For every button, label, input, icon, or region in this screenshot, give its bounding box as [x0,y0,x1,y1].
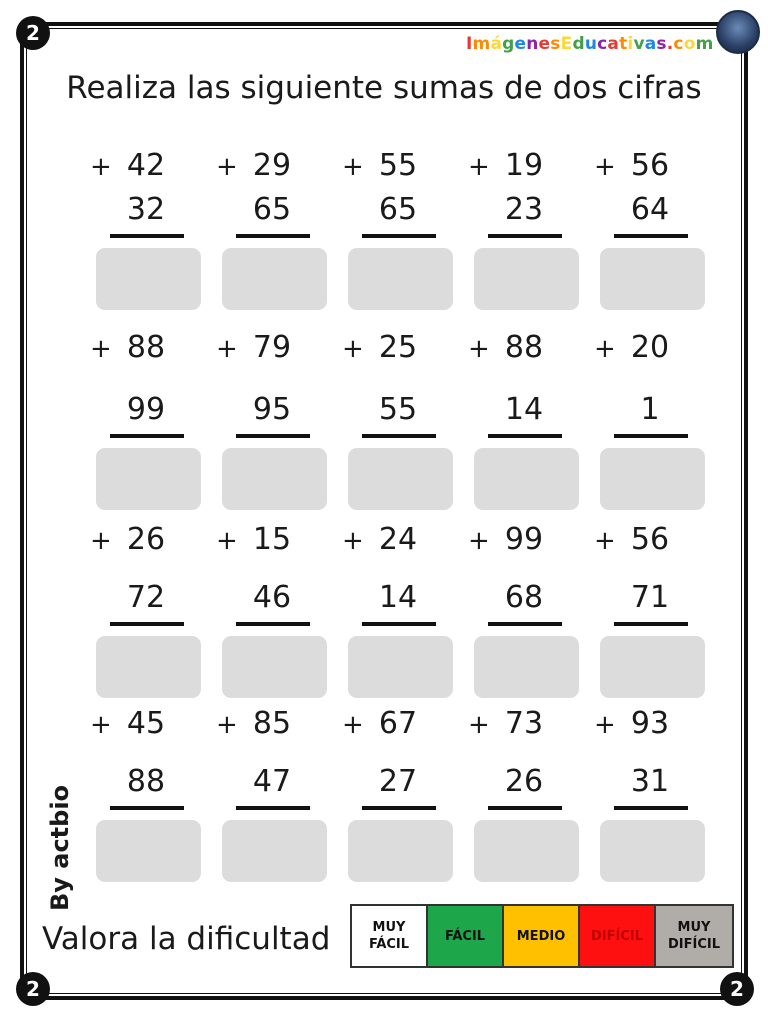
sum-line [362,622,436,626]
addition-problem [90,522,210,692]
second-addend: 1 [640,392,660,427]
sum-line [362,434,436,438]
answer-box[interactable] [96,448,201,510]
addition-problem [90,148,210,318]
sum-line [110,806,184,810]
difficulty-very-easy[interactable] [352,906,428,966]
corner-number: 2 [26,977,40,1001]
addition-problem [594,522,714,692]
corner-number: 2 [730,977,744,1001]
answer-box[interactable] [96,636,201,698]
difficulty-label-line: FÁCIL [368,937,410,952]
difficulty-very-hard[interactable] [656,906,732,966]
sum-line [614,806,688,810]
difficulty-hard[interactable] [580,906,656,966]
addition-problem [594,706,714,876]
first-addend: 79 [252,330,292,365]
answer-box[interactable] [600,448,705,510]
plus-sign: + [342,152,364,182]
first-addend: 45 [126,706,166,741]
plus-sign: + [216,152,238,182]
second-addend: 46 [252,580,292,615]
first-addend: 56 [630,148,670,183]
first-addend: 24 [378,522,418,557]
sum-line [488,434,562,438]
first-addend: 26 [126,522,166,557]
second-addend: 26 [504,764,544,799]
second-addend: 27 [378,764,418,799]
difficulty-label-line: MUY [372,920,406,935]
difficulty-label-line: DIFÍCIL [590,928,643,944]
answer-box[interactable] [222,448,327,510]
plus-sign: + [468,152,490,182]
second-addend: 47 [252,764,292,799]
difficulty-label-line: MUY [677,920,711,935]
addition-problem [342,148,462,318]
addition-problem [342,706,462,876]
second-addend: 14 [378,580,418,615]
second-addend: 65 [252,192,292,227]
second-addend: 68 [504,580,544,615]
answer-box[interactable] [600,820,705,882]
rating-label: Valora la dificultad [42,921,331,957]
addition-problem [90,706,210,876]
page-title: Realiza las siguiente sumas de dos cifras [66,70,702,106]
plus-sign: + [594,334,616,364]
addition-problem [468,330,588,500]
answer-box[interactable] [222,820,327,882]
difficulty-label [668,919,720,953]
sum-line [236,806,310,810]
addition-problem [468,706,588,876]
second-addend: 64 [630,192,670,227]
first-addend: 73 [504,706,544,741]
first-addend: 56 [630,522,670,557]
page-number: 2 [26,21,40,45]
second-addend: 14 [504,392,544,427]
answer-box[interactable] [348,820,453,882]
difficulty-medium[interactable] [504,906,580,966]
first-addend: 88 [126,330,166,365]
first-addend: 25 [378,330,418,365]
second-addend: 88 [126,764,166,799]
sum-line [614,234,688,238]
second-addend: 23 [504,192,544,227]
second-addend: 65 [378,192,418,227]
author-label: By actbio [46,784,74,912]
sum-line [488,806,562,810]
second-addend: 99 [126,392,166,427]
first-addend: 29 [252,148,292,183]
plus-sign: + [90,152,112,182]
second-addend: 31 [630,764,670,799]
plus-sign: + [342,334,364,364]
second-addend: 71 [630,580,670,615]
difficulty-label-line: MEDIO [516,928,566,944]
author-signature [40,784,80,912]
answer-box[interactable] [96,248,201,310]
answer-box[interactable] [474,448,579,510]
first-addend: 93 [630,706,670,741]
second-addend: 55 [378,392,418,427]
plus-sign: + [216,526,238,556]
plus-sign: + [90,710,112,740]
first-addend: 67 [378,706,418,741]
plus-sign: + [468,334,490,364]
addition-problem [216,148,336,318]
addition-problem [468,148,588,318]
answer-box[interactable] [474,820,579,882]
sum-line [362,806,436,810]
answer-box[interactable] [600,636,705,698]
plus-sign: + [594,526,616,556]
second-addend: 32 [126,192,166,227]
sum-line [110,434,184,438]
sum-line [110,234,184,238]
plus-sign: + [468,526,490,556]
answer-box[interactable] [222,248,327,310]
answer-box[interactable] [222,636,327,698]
addition-problem [342,330,462,500]
difficulty-label-line: DIFÍCIL [667,937,720,952]
addition-problem [594,148,714,318]
sum-line [236,434,310,438]
first-addend: 99 [504,522,544,557]
addition-problem [468,522,588,692]
plus-sign: + [594,152,616,182]
first-addend: 42 [126,148,166,183]
difficulty-easy[interactable] [428,906,504,966]
addition-problem [216,706,336,876]
sum-line [488,234,562,238]
difficulty-label-line: FÁCIL [444,928,486,944]
sum-line [488,622,562,626]
second-addend: 72 [126,580,166,615]
answer-box[interactable] [600,248,705,310]
sum-line [614,434,688,438]
answer-box[interactable] [474,248,579,310]
first-addend: 19 [504,148,544,183]
plus-sign: + [468,710,490,740]
difficulty-label [517,928,566,945]
sum-line [236,622,310,626]
plus-sign: + [90,526,112,556]
addition-problem [594,330,714,500]
answer-box[interactable] [474,636,579,698]
plus-sign: + [216,334,238,364]
first-addend: 85 [252,706,292,741]
addition-problem [342,522,462,692]
plus-sign: + [594,710,616,740]
sum-line [614,622,688,626]
answer-box[interactable] [348,448,453,510]
difficulty-scale [350,904,734,968]
site-logo: ImágenesEducativas.com [466,34,714,54]
sum-line [110,622,184,626]
addition-problem [90,330,210,500]
answer-box[interactable] [348,248,453,310]
plus-sign: + [342,526,364,556]
sum-line [236,234,310,238]
sum-line [362,234,436,238]
difficulty-label [591,928,643,945]
plus-sign: + [216,710,238,740]
first-addend: 20 [630,330,670,365]
difficulty-label [445,928,485,945]
addition-problem [216,522,336,692]
difficulty-label [369,919,409,953]
addition-problem [216,330,336,500]
plus-sign: + [90,334,112,364]
first-addend: 88 [504,330,544,365]
first-addend: 55 [378,148,418,183]
answer-box[interactable] [348,636,453,698]
answer-box[interactable] [96,820,201,882]
first-addend: 15 [252,522,292,557]
plus-sign: + [342,710,364,740]
second-addend: 95 [252,392,292,427]
